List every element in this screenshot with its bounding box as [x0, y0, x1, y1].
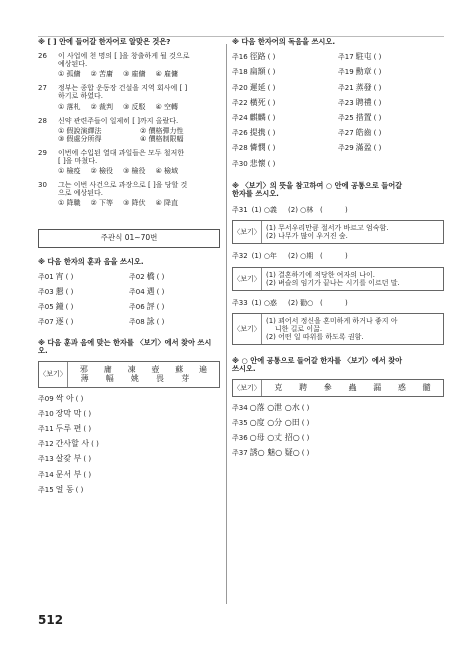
answer-item	[338, 113, 444, 122]
group-pair: (1) ○惑 (2) 勸○ ( )	[251, 298, 348, 307]
mc-question-list	[38, 52, 220, 207]
item-chars: 문서 부	[55, 469, 82, 479]
answer-item	[38, 424, 220, 433]
bogi-label: 〈보기〉	[233, 221, 262, 243]
item-chars: 提携	[249, 128, 266, 138]
subjective-banner: 주관식 01~70번	[38, 229, 220, 248]
option: ④ 價格制限幅	[140, 134, 184, 143]
answer-blank: ( )	[267, 144, 276, 153]
option: ④ 雇傭	[155, 70, 179, 79]
answer-blank: ( )	[75, 394, 84, 403]
mc-section-heading: ※ [ ] 안에 들어갈 한자어로 알맞은 것은?	[38, 37, 171, 46]
answer-item	[38, 302, 129, 311]
item-number: 주09	[38, 394, 54, 403]
answer-item	[338, 128, 444, 137]
common-char-groups	[232, 206, 444, 344]
answer-item	[38, 317, 129, 326]
item-chars: 간사할 사	[55, 439, 90, 449]
answer-blank: ( )	[267, 114, 276, 123]
answer-item	[338, 98, 444, 107]
answer-blank: ( )	[83, 424, 92, 433]
answer-blank: ( )	[267, 83, 276, 92]
answer-item	[38, 439, 220, 448]
item-chars: 장막 막	[55, 408, 82, 418]
bogi-char: 惑	[397, 383, 406, 393]
question-text: 신약 관련주들이 일제히 [ ]까지 올랐다.	[58, 116, 179, 125]
item-number: 주34	[232, 403, 248, 412]
item-number: 주11	[38, 424, 54, 433]
options	[58, 199, 220, 207]
item-number: 주05	[38, 303, 54, 312]
bogi-char: 薄	[80, 374, 89, 384]
item-number: 주12	[38, 440, 54, 449]
item-number: 주31	[232, 206, 248, 215]
bogi-char: 蘇	[175, 365, 184, 375]
question-text: [ ]을 마쳤다.	[58, 156, 98, 165]
item-number: 주13	[38, 455, 54, 464]
options	[58, 167, 220, 175]
answer-blank: ( )	[156, 318, 165, 327]
option: ① 落札	[58, 102, 81, 111]
item-chars: 措置	[355, 113, 372, 123]
option: ② 裁判	[90, 102, 114, 111]
option: ③ 雇傭	[123, 70, 146, 79]
option: ① 降職	[58, 198, 81, 207]
options	[58, 70, 220, 78]
option: ④ 空轉	[155, 102, 179, 111]
item-number: 주29	[338, 144, 354, 153]
answer-item	[129, 287, 220, 296]
group-pair: (1) ○年 (2) ○期 ( )	[251, 252, 348, 261]
hanja-answer-list	[38, 394, 220, 494]
meaning-line: (1) 무서우리만큼 절서가 바르고 엄숙함.	[266, 224, 389, 233]
option: ③ 檢役	[123, 166, 146, 175]
group-line	[232, 299, 444, 307]
answer-item	[38, 454, 220, 463]
answer-item	[232, 143, 338, 152]
common-char-answer-list	[232, 403, 444, 458]
answer-item	[129, 317, 220, 326]
item-number: 주25	[338, 114, 354, 123]
answer-blank: ( )	[91, 440, 99, 449]
bogi-label: 〈보기〉	[233, 380, 262, 395]
item-number: 주10	[38, 409, 54, 418]
question-text: 이 사업에 천 명의 [ ]을 창출하게 될 것으로	[58, 52, 190, 61]
answer-blank: ( )	[267, 159, 276, 168]
option: ② 下等	[90, 198, 114, 207]
item-chars: 蒸發	[355, 82, 372, 92]
meaning-line: (2) 나무가 많이 우거진 숲.	[266, 232, 348, 241]
item-number: 주35	[232, 418, 248, 427]
sec4-heading: ※ 〈보기〉의 뜻을 참고하여 ○ 안에 공통으로 들어갈 한자를 쓰시오.	[232, 180, 403, 199]
option: ③ 反駁	[123, 102, 146, 111]
answer-blank: ( )	[83, 409, 92, 418]
item-number: 주21	[338, 83, 354, 92]
answer-blank: ( )	[83, 470, 92, 479]
question-text: 예상된다.	[58, 60, 88, 69]
bogi-char: 髓	[422, 383, 431, 393]
answer-blank: ( )	[301, 433, 310, 442]
bogi-char: 參	[323, 383, 332, 393]
item-chars: 評	[146, 302, 155, 312]
answer-blank: ( )	[373, 53, 382, 62]
hun-eum-list	[38, 272, 220, 327]
meaning-line: (2) 벼슬의 임기가 끝나는 시기를 이르던 말.	[266, 278, 400, 287]
answer-blank: ( )	[83, 455, 92, 464]
answer-item	[232, 113, 338, 122]
item-number: 주03	[38, 288, 54, 297]
bogi-char: 漏	[373, 383, 382, 393]
bogi-char: 畏	[156, 374, 165, 384]
item-number: 주20	[232, 83, 248, 92]
option: ③ 降伏	[123, 198, 146, 207]
bogi-char: 邪	[79, 365, 88, 375]
answer-blank: ( )	[373, 68, 382, 77]
answer-blank: ( )	[156, 288, 165, 297]
option: ① 檢疫	[58, 166, 81, 175]
item-number: 주08	[129, 318, 145, 327]
mc-question	[38, 149, 220, 175]
answer-item	[232, 433, 444, 442]
answer-item	[129, 272, 220, 281]
question-number: 29	[38, 148, 47, 157]
bogi-meaning-box	[232, 313, 444, 345]
item-number: 주01	[38, 272, 54, 281]
page-number: 512	[38, 613, 64, 627]
item-number: 주23	[338, 98, 354, 107]
answer-item	[38, 470, 220, 479]
bogi-char: 聘	[299, 383, 308, 393]
bogi-chars	[68, 362, 219, 386]
item-chars: 橋	[146, 271, 155, 281]
item-number: 주14	[38, 470, 54, 479]
mc-question	[38, 84, 220, 110]
answer-blank: ( )	[301, 449, 310, 458]
item-chars: 두루 편	[55, 423, 82, 433]
bogi-meanings	[262, 314, 443, 344]
item-chars: 滿盈	[355, 143, 372, 153]
answer-blank: ( )	[373, 83, 382, 92]
mc-question	[38, 52, 220, 78]
answer-blank: ( )	[373, 98, 382, 107]
answer-item	[232, 67, 338, 76]
item-number: 주06	[129, 303, 145, 312]
answer-blank: ( )	[373, 114, 382, 123]
item-chars: ○度 ○分 ○田	[249, 417, 300, 427]
answer-blank: ( )	[267, 68, 276, 77]
item-chars: 聘禮	[355, 97, 372, 107]
item-chars: 橫死	[249, 97, 266, 107]
right-column	[232, 38, 444, 633]
item-chars: 皓齒	[355, 128, 372, 138]
item-chars: ○母 ○丈 招○	[249, 432, 300, 442]
answer-item	[129, 302, 220, 311]
bogi-chars	[262, 380, 443, 395]
item-number: 주28	[232, 144, 248, 153]
group-line	[232, 206, 444, 214]
answer-blank: ( )	[267, 98, 276, 107]
answer-item	[232, 418, 444, 427]
item-chars: 麒麟	[249, 113, 266, 123]
bogi-char: 庸	[103, 365, 112, 375]
answer-blank: ( )	[301, 403, 310, 412]
reading-list	[232, 52, 444, 168]
question-number: 26	[38, 52, 47, 61]
answer-item	[338, 67, 444, 76]
item-chars: 살갗 부	[55, 454, 82, 464]
answer-item	[38, 409, 220, 418]
bogi-meaning-box	[232, 267, 444, 291]
item-chars: ○落 ○泄 ○水	[249, 402, 300, 412]
options	[58, 127, 220, 143]
sec2-heading: ※ 다음 훈과 음에 맞는 한자를 〈보기〉에서 찾아 쓰시오.	[38, 337, 212, 355]
answer-item	[232, 403, 444, 412]
group-pair: (1) ○義 (2) ○林 ( )	[251, 206, 348, 215]
option: ② 苦庸	[90, 70, 114, 79]
item-chars: 얼 동	[55, 484, 74, 494]
answer-blank: ( )	[373, 144, 382, 153]
bogi-char: 凍	[127, 365, 136, 375]
answer-item	[232, 83, 338, 92]
bogi-char: 壺	[151, 365, 160, 375]
bogi-char: 芽	[181, 374, 190, 384]
bogi-label: 〈보기〉	[233, 314, 262, 344]
option: ② 檢役	[90, 166, 114, 175]
mc-question	[38, 181, 220, 207]
answer-blank: ( )	[75, 485, 84, 494]
item-chars: 詠	[146, 317, 155, 327]
bogi-label: 〈보기〉	[39, 362, 68, 386]
item-number: 주30	[232, 159, 248, 168]
bogi-char: 姚	[130, 374, 139, 384]
item-chars: 宵	[55, 271, 64, 281]
answer-blank: ( )	[156, 303, 165, 312]
item-chars: 徑路	[249, 52, 266, 62]
bogi-meaning-box	[232, 220, 444, 244]
answer-item	[232, 159, 338, 168]
sec3-heading: ※ 다음 한자어의 독음을 쓰시오.	[232, 37, 336, 46]
answer-blank: ( )	[65, 318, 74, 327]
item-chars: 遲延	[249, 82, 266, 92]
item-number: 주22	[232, 98, 248, 107]
answer-item	[38, 485, 220, 494]
item-chars: 憐憫	[249, 143, 266, 153]
answer-blank: ( )	[267, 53, 276, 62]
column-divider	[226, 44, 227, 604]
item-number: 주18	[232, 68, 248, 77]
item-number: 주24	[232, 114, 248, 123]
bogi-row	[72, 365, 215, 374]
item-number: 주36	[232, 433, 248, 442]
item-chars: 扁額	[249, 67, 266, 77]
meaning-line: 니한 길로 이끎.	[266, 324, 323, 333]
item-chars: 駐屯	[355, 52, 372, 62]
answer-item	[38, 272, 129, 281]
answer-item	[338, 52, 444, 61]
question-text: 이번에 수입된 열대 과일들은 모두 철저한	[58, 148, 185, 157]
item-number: 주16	[232, 53, 248, 62]
question-text: 하기로 하였다.	[58, 92, 104, 101]
answer-blank: ( )	[301, 418, 310, 427]
item-number: 주07	[38, 318, 54, 327]
option: ③ 假處分所得	[58, 134, 102, 143]
group-line	[232, 252, 444, 260]
item-number: 주32	[232, 252, 248, 261]
item-number: 주33	[232, 298, 248, 307]
option: ① 孤傭	[58, 70, 81, 79]
item-number: 주17	[338, 53, 354, 62]
item-chars: 싹 아	[55, 393, 74, 403]
option: ④ 降直	[155, 198, 179, 207]
item-number: 주26	[232, 129, 248, 138]
answer-blank: ( )	[156, 272, 165, 281]
options	[58, 103, 220, 111]
question-text: 그는 이번 사건으로 과장으로 [ ]을 당할 것	[58, 180, 188, 189]
question-text: 정부는 종합 운동장 건설을 지역 회사에 [ ]	[58, 84, 188, 93]
answer-item	[338, 143, 444, 152]
answer-item	[232, 128, 338, 137]
item-chars: 誘○ 魅○ 疑○	[249, 448, 300, 458]
answer-blank: ( )	[65, 272, 74, 281]
bogi-label: 〈보기〉	[233, 268, 262, 290]
bogi-char: 蟲	[348, 383, 357, 393]
item-number: 주19	[338, 68, 354, 77]
option: ① 假說演繹法	[58, 126, 102, 135]
item-chars: 懇	[55, 287, 64, 297]
question-number: 27	[38, 84, 47, 93]
item-chars: 鐘	[55, 302, 64, 312]
item-number: 주27	[338, 129, 354, 138]
answer-blank: ( )	[65, 288, 74, 297]
bogi-row	[266, 383, 439, 392]
bogi-box-right	[232, 379, 444, 396]
item-number: 주15	[38, 485, 54, 494]
item-number: 주04	[129, 288, 145, 297]
answer-item	[232, 448, 444, 457]
answer-item	[338, 83, 444, 92]
question-text: 으로 예상된다.	[58, 188, 104, 197]
answer-item	[38, 287, 129, 296]
left-column	[38, 38, 220, 633]
mc-question	[38, 117, 220, 143]
question-number: 28	[38, 116, 47, 125]
option: ④ 檢域	[155, 166, 179, 175]
item-number: 주37	[232, 449, 248, 458]
item-chars: 逐	[55, 317, 64, 327]
meaning-line: (1) 꾀어서 정신을 혼미하게 하거나 좋지 아	[266, 316, 398, 325]
item-chars: 遇	[146, 287, 155, 297]
answer-blank: ( )	[373, 129, 382, 138]
meaning-line: (2) 어떤 일 따위를 하도록 권함.	[266, 332, 364, 341]
answer-blank: ( )	[267, 129, 276, 138]
bogi-char: 克	[274, 383, 283, 393]
question-number: 30	[38, 180, 47, 189]
bogi-char: 遍	[199, 365, 208, 375]
bogi-box-left	[38, 361, 220, 387]
item-chars: 勳章	[355, 67, 372, 77]
answer-item	[38, 394, 220, 403]
option: ② 價格彈力性	[140, 126, 184, 135]
meaning-line: (1) 결혼하기에 적당한 여자의 나이.	[266, 270, 375, 279]
bogi-meanings	[262, 221, 443, 243]
answer-item	[232, 98, 338, 107]
sec1-heading: ※ 다음 한자의 훈과 음을 쓰시오.	[38, 256, 144, 266]
bogi-row	[72, 374, 215, 383]
answer-item	[232, 52, 338, 61]
sec5-heading: ※ ○ 안에 공통으로 들어갈 한자를 〈보기〉에서 찾아 쓰시오.	[232, 355, 403, 374]
bogi-meanings	[262, 268, 443, 290]
bogi-char: 幅	[105, 374, 114, 384]
item-chars: 悲懷	[249, 158, 266, 168]
answer-blank: ( )	[65, 303, 74, 312]
item-number: 주02	[129, 272, 145, 281]
